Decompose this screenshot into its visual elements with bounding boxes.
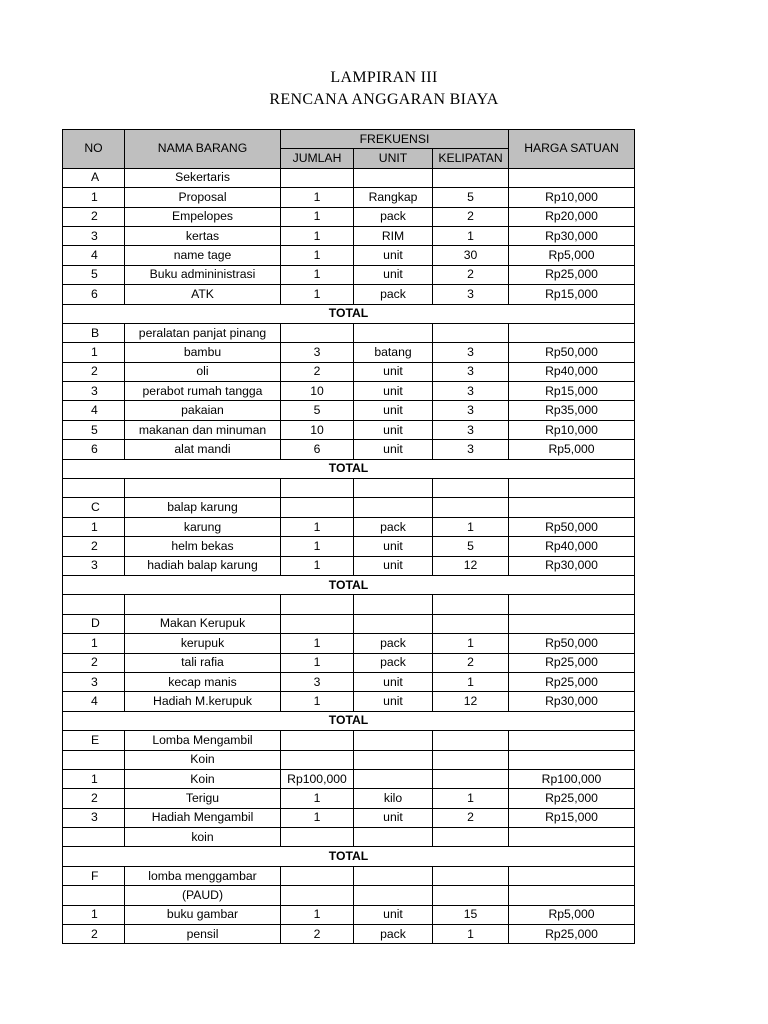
cell-jumlah: 1 [281, 207, 354, 226]
cell-kelipatan [433, 168, 509, 187]
cell-unit: RIM [354, 226, 433, 245]
cell-jumlah: 10 [281, 420, 354, 439]
cell-jumlah: 1 [281, 226, 354, 245]
cell-unit: batang [354, 343, 433, 362]
cell-jumlah: 1 [281, 789, 354, 808]
cell-no: 6 [63, 440, 125, 459]
cell-jumlah: 5 [281, 401, 354, 420]
cell-harga-satuan: Rp25,000 [509, 265, 635, 284]
table-row [63, 401, 635, 420]
cell-harga-satuan: Rp5,000 [509, 905, 635, 924]
cell-jumlah: 1 [281, 517, 354, 536]
cell-harga-satuan [509, 323, 635, 342]
cell-jumlah [281, 731, 354, 750]
table-row [63, 440, 635, 459]
cell-unit: pack [354, 517, 433, 536]
cell-kelipatan: 3 [433, 420, 509, 439]
cell-no: 3 [63, 382, 125, 401]
cell-jumlah: 1 [281, 692, 354, 711]
table-row [63, 731, 635, 750]
cell-no: 1 [63, 905, 125, 924]
table-header [63, 130, 635, 169]
cell-nama-barang: alat mandi [125, 440, 281, 459]
budget-table [62, 129, 635, 944]
cell-no: 1 [63, 188, 125, 207]
cell-unit [354, 731, 433, 750]
cell-harga-satuan [509, 731, 635, 750]
cell-no: A [63, 168, 125, 187]
cell-nama-barang: helm bekas [125, 537, 281, 556]
cell-jumlah [281, 168, 354, 187]
cell-kelipatan: 12 [433, 692, 509, 711]
cell-unit: Rangkap [354, 188, 433, 207]
cell-jumlah [281, 886, 354, 905]
cell-harga-satuan [509, 168, 635, 187]
table-row [63, 343, 635, 362]
cell-harga-satuan: Rp10,000 [509, 420, 635, 439]
cell-jumlah [281, 614, 354, 633]
cell-harga-satuan: Rp15,000 [509, 808, 635, 827]
header-no: NO [63, 130, 125, 169]
cell-nama-barang: ATK [125, 285, 281, 304]
table-row [63, 226, 635, 245]
cell-jumlah [281, 750, 354, 769]
table-row [63, 382, 635, 401]
cell-unit: pack [354, 285, 433, 304]
cell-jumlah: Rp100,000 [281, 769, 354, 788]
cell-unit: unit [354, 246, 433, 265]
cell-nama-barang: Buku admininistrasi [125, 265, 281, 284]
table-row [63, 285, 635, 304]
cell-kelipatan [433, 886, 509, 905]
cell-harga-satuan: Rp10,000 [509, 188, 635, 207]
total-row [63, 304, 635, 323]
cell-no [63, 479, 125, 498]
cell-unit [354, 886, 433, 905]
cell-kelipatan [433, 828, 509, 847]
cell-jumlah: 2 [281, 362, 354, 381]
cell-kelipatan: 1 [433, 517, 509, 536]
cell-no: C [63, 498, 125, 517]
total-label: TOTAL [63, 575, 635, 594]
cell-no: B [63, 323, 125, 342]
header-jumlah: JUMLAH [281, 149, 354, 168]
cell-nama-barang: pensil [125, 925, 281, 944]
cell-jumlah: 3 [281, 672, 354, 691]
cell-harga-satuan: Rp30,000 [509, 692, 635, 711]
cell-kelipatan: 1 [433, 789, 509, 808]
cell-kelipatan [433, 866, 509, 885]
cell-harga-satuan: Rp35,000 [509, 401, 635, 420]
cell-kelipatan: 3 [433, 440, 509, 459]
cell-no: 2 [63, 925, 125, 944]
cell-kelipatan: 1 [433, 226, 509, 245]
cell-harga-satuan [509, 479, 635, 498]
cell-no: 1 [63, 517, 125, 536]
cell-jumlah: 1 [281, 653, 354, 672]
cell-harga-satuan: Rp100,000 [509, 769, 635, 788]
table-row [63, 614, 635, 633]
cell-no [63, 595, 125, 614]
header-unit: UNIT [354, 149, 433, 168]
cell-no: 3 [63, 226, 125, 245]
cell-kelipatan [433, 769, 509, 788]
cell-jumlah: 1 [281, 246, 354, 265]
table-row [63, 769, 635, 788]
table-row [63, 362, 635, 381]
cell-kelipatan: 1 [433, 634, 509, 653]
table-row [63, 828, 635, 847]
cell-no [63, 828, 125, 847]
cell-unit [354, 614, 433, 633]
cell-unit: unit [354, 556, 433, 575]
cell-jumlah: 1 [281, 537, 354, 556]
cell-unit: pack [354, 634, 433, 653]
cell-unit [354, 479, 433, 498]
cell-kelipatan: 2 [433, 808, 509, 827]
cell-harga-satuan: Rp25,000 [509, 925, 635, 944]
cell-no: 3 [63, 808, 125, 827]
document-title: LAMPIRAN III [330, 69, 438, 86]
table-row [63, 808, 635, 827]
cell-no: 2 [63, 653, 125, 672]
cell-nama-barang [125, 595, 281, 614]
cell-harga-satuan: Rp20,000 [509, 207, 635, 226]
cell-jumlah: 1 [281, 265, 354, 284]
total-row [63, 459, 635, 478]
table-row [63, 905, 635, 924]
cell-kelipatan: 1 [433, 925, 509, 944]
cell-nama-barang [125, 479, 281, 498]
cell-kelipatan: 5 [433, 537, 509, 556]
cell-jumlah: 6 [281, 440, 354, 459]
cell-no: 1 [63, 769, 125, 788]
cell-no: F [63, 866, 125, 885]
cell-nama-barang: lomba menggambar [125, 866, 281, 885]
cell-unit: unit [354, 420, 433, 439]
table-row [63, 595, 635, 614]
cell-harga-satuan [509, 614, 635, 633]
cell-jumlah: 2 [281, 925, 354, 944]
table-row [63, 537, 635, 556]
cell-no: 1 [63, 343, 125, 362]
cell-kelipatan [433, 614, 509, 633]
cell-nama-barang: kertas [125, 226, 281, 245]
total-label: TOTAL [63, 847, 635, 866]
cell-nama-barang: Hadiah M.kerupuk [125, 692, 281, 711]
table-row [63, 479, 635, 498]
cell-kelipatan: 30 [433, 246, 509, 265]
cell-jumlah [281, 479, 354, 498]
cell-jumlah: 1 [281, 188, 354, 207]
cell-unit [354, 866, 433, 885]
cell-unit [354, 769, 433, 788]
table-row [63, 672, 635, 691]
table-row [63, 168, 635, 187]
cell-unit: unit [354, 265, 433, 284]
cell-nama-barang: buku gambar [125, 905, 281, 924]
cell-nama-barang: Hadiah Mengambil [125, 808, 281, 827]
total-row [63, 575, 635, 594]
cell-harga-satuan [509, 886, 635, 905]
cell-jumlah: 10 [281, 382, 354, 401]
cell-jumlah: 1 [281, 905, 354, 924]
cell-unit: unit [354, 672, 433, 691]
cell-harga-satuan [509, 828, 635, 847]
cell-jumlah: 1 [281, 556, 354, 575]
table-row [63, 323, 635, 342]
table-row [63, 634, 635, 653]
cell-jumlah: 1 [281, 808, 354, 827]
cell-no: 1 [63, 634, 125, 653]
table-row [63, 692, 635, 711]
cell-harga-satuan [509, 750, 635, 769]
cell-nama-barang: Terigu [125, 789, 281, 808]
cell-unit: pack [354, 207, 433, 226]
table-row [63, 789, 635, 808]
cell-jumlah [281, 866, 354, 885]
cell-no: 2 [63, 362, 125, 381]
cell-kelipatan: 3 [433, 343, 509, 362]
cell-kelipatan: 1 [433, 672, 509, 691]
cell-harga-satuan: Rp40,000 [509, 537, 635, 556]
cell-kelipatan: 2 [433, 653, 509, 672]
cell-no [63, 750, 125, 769]
cell-no: 4 [63, 401, 125, 420]
cell-kelipatan [433, 731, 509, 750]
table-row [63, 517, 635, 536]
cell-harga-satuan: Rp50,000 [509, 343, 635, 362]
cell-kelipatan [433, 323, 509, 342]
cell-kelipatan [433, 595, 509, 614]
cell-unit [354, 323, 433, 342]
total-label: TOTAL [63, 711, 635, 730]
cell-nama-barang: makanan dan minuman [125, 420, 281, 439]
cell-nama-barang: Koin [125, 750, 281, 769]
cell-unit [354, 828, 433, 847]
cell-kelipatan: 3 [433, 362, 509, 381]
cell-unit [354, 595, 433, 614]
cell-kelipatan: 15 [433, 905, 509, 924]
cell-harga-satuan [509, 866, 635, 885]
cell-nama-barang: kecap manis [125, 672, 281, 691]
cell-nama-barang: koin [125, 828, 281, 847]
header-nama-barang: NAMA BARANG [125, 130, 281, 169]
cell-jumlah: 1 [281, 634, 354, 653]
table-row [63, 207, 635, 226]
cell-unit: unit [354, 362, 433, 381]
total-label: TOTAL [63, 304, 635, 323]
cell-no: 5 [63, 265, 125, 284]
cell-unit: unit [354, 692, 433, 711]
cell-kelipatan: 5 [433, 188, 509, 207]
cell-nama-barang: Lomba Mengambil [125, 731, 281, 750]
cell-nama-barang: Empelopes [125, 207, 281, 226]
table-row [63, 246, 635, 265]
table-row [63, 750, 635, 769]
cell-harga-satuan: Rp15,000 [509, 382, 635, 401]
total-row [63, 847, 635, 866]
cell-nama-barang: (PAUD) [125, 886, 281, 905]
cell-kelipatan: 12 [433, 556, 509, 575]
cell-nama-barang: bambu [125, 343, 281, 362]
cell-kelipatan [433, 498, 509, 517]
cell-no: 4 [63, 246, 125, 265]
table-row [63, 498, 635, 517]
cell-kelipatan: 3 [433, 285, 509, 304]
cell-unit: pack [354, 925, 433, 944]
cell-unit: kilo [354, 789, 433, 808]
cell-unit [354, 750, 433, 769]
cell-harga-satuan: Rp30,000 [509, 226, 635, 245]
cell-harga-satuan: Rp5,000 [509, 246, 635, 265]
cell-no: 3 [63, 672, 125, 691]
cell-harga-satuan: Rp30,000 [509, 556, 635, 575]
cell-unit: unit [354, 537, 433, 556]
header-kelipatan: KELIPATAN [433, 149, 509, 168]
cell-no: 2 [63, 207, 125, 226]
cell-harga-satuan: Rp25,000 [509, 672, 635, 691]
table-row [63, 866, 635, 885]
cell-nama-barang: peralatan panjat pinang [125, 323, 281, 342]
cell-jumlah [281, 828, 354, 847]
cell-nama-barang: Sekertaris [125, 168, 281, 187]
cell-nama-barang: hadiah balap karung [125, 556, 281, 575]
cell-kelipatan: 2 [433, 207, 509, 226]
cell-nama-barang: karung [125, 517, 281, 536]
cell-no: 5 [63, 420, 125, 439]
cell-harga-satuan: Rp40,000 [509, 362, 635, 381]
cell-no: 6 [63, 285, 125, 304]
cell-no: 3 [63, 556, 125, 575]
cell-nama-barang: Makan Kerupuk [125, 614, 281, 633]
cell-nama-barang: Koin [125, 769, 281, 788]
cell-nama-barang: balap karung [125, 498, 281, 517]
cell-jumlah: 3 [281, 343, 354, 362]
cell-no: E [63, 731, 125, 750]
cell-no: 4 [63, 692, 125, 711]
cell-unit: unit [354, 440, 433, 459]
table-body [63, 168, 635, 944]
cell-harga-satuan: Rp50,000 [509, 634, 635, 653]
cell-kelipatan [433, 750, 509, 769]
cell-harga-satuan [509, 498, 635, 517]
cell-no: 2 [63, 537, 125, 556]
cell-nama-barang: perabot rumah tangga [125, 382, 281, 401]
table-row [63, 556, 635, 575]
cell-harga-satuan: Rp5,000 [509, 440, 635, 459]
cell-kelipatan: 3 [433, 401, 509, 420]
cell-kelipatan: 3 [433, 382, 509, 401]
table-row [63, 420, 635, 439]
table-row [63, 265, 635, 284]
cell-no: 2 [63, 789, 125, 808]
cell-nama-barang: tali rafia [125, 653, 281, 672]
cell-nama-barang: kerupuk [125, 634, 281, 653]
cell-jumlah [281, 323, 354, 342]
cell-harga-satuan: Rp50,000 [509, 517, 635, 536]
header-frekuensi: FREKUENSI [281, 130, 509, 149]
table-row [63, 886, 635, 905]
cell-jumlah: 1 [281, 285, 354, 304]
cell-kelipatan: 2 [433, 265, 509, 284]
cell-unit: unit [354, 382, 433, 401]
cell-no [63, 886, 125, 905]
cell-harga-satuan: Rp25,000 [509, 789, 635, 808]
total-label: TOTAL [63, 459, 635, 478]
cell-harga-satuan: Rp25,000 [509, 653, 635, 672]
table-row [63, 188, 635, 207]
header-harga-satuan: HARGA SATUAN [509, 130, 635, 169]
cell-nama-barang: Proposal [125, 188, 281, 207]
cell-jumlah [281, 498, 354, 517]
cell-unit [354, 498, 433, 517]
cell-unit [354, 168, 433, 187]
total-row [63, 711, 635, 730]
cell-kelipatan [433, 479, 509, 498]
table-row [63, 653, 635, 672]
document-subtitle: RENCANA ANGGARAN BIAYA [269, 91, 499, 108]
cell-unit: unit [354, 401, 433, 420]
cell-harga-satuan: Rp15,000 [509, 285, 635, 304]
cell-unit: pack [354, 653, 433, 672]
cell-harga-satuan [509, 595, 635, 614]
cell-nama-barang: oli [125, 362, 281, 381]
cell-unit: unit [354, 905, 433, 924]
table-row [63, 925, 635, 944]
cell-unit: unit [354, 808, 433, 827]
cell-nama-barang: name tage [125, 246, 281, 265]
cell-no: D [63, 614, 125, 633]
cell-jumlah [281, 595, 354, 614]
cell-nama-barang: pakaian [125, 401, 281, 420]
